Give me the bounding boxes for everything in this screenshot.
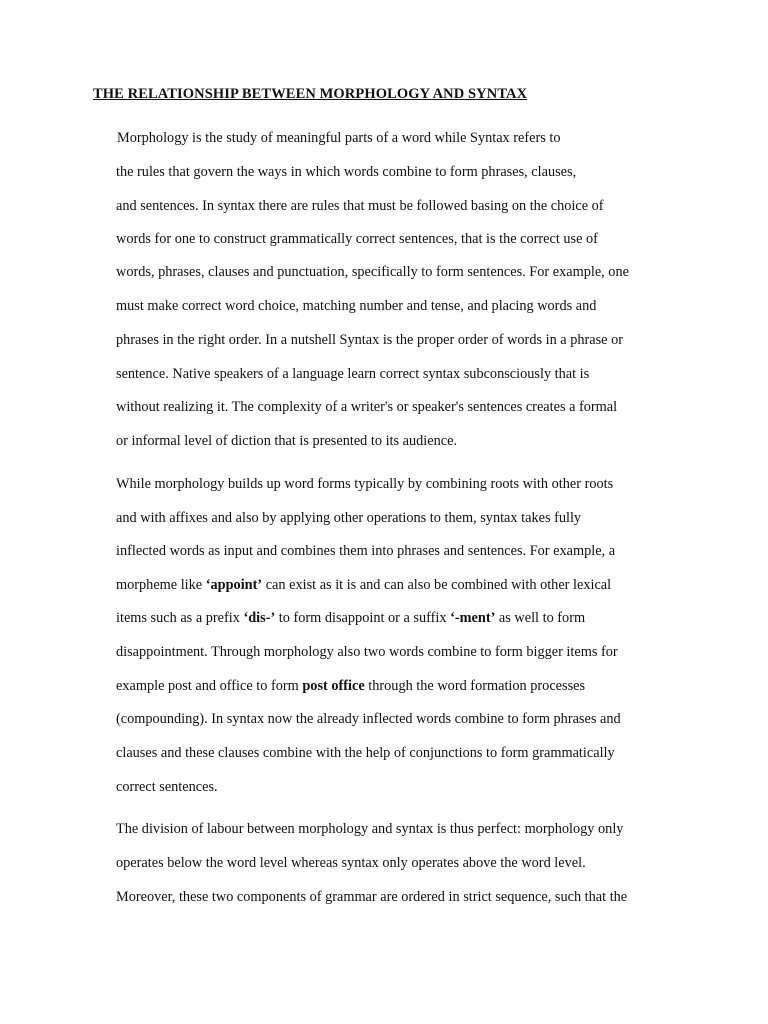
bold-term-appoint: ‘appoint’: [205, 577, 263, 593]
paragraph-1-line-1: Morphology is the study of meaningful parts of a word while Syntax refers to: [117, 130, 561, 146]
paragraph-2-line-1: While morphology builds up word forms typically by combining roots with other roots: [116, 476, 614, 492]
paragraph-2-line-2: and with affixes and also by applying other operations to them, syntax takes fully: [116, 510, 582, 526]
bold-term-dis: ‘dis-’: [243, 610, 276, 626]
paragraph-1-line-2: the rules that govern the ways in which words combine to form phrases, clauses,: [116, 164, 577, 180]
text-run: as well to form: [495, 610, 586, 626]
text-run: can exist as it is and can also be combined with other lexical: [262, 577, 612, 593]
paragraph-1-line-9: without realizing it. The complexity of a writer's or speaker's sentences creates a formal: [116, 399, 618, 415]
bold-term-post-office: post office: [302, 678, 365, 694]
document-title: THE RELATIONSHIP BETWEEN MORPHOLOGY AND SYNTAX: [93, 86, 528, 102]
text-run: items such as a prefix: [116, 610, 244, 626]
text-run: morpheme like: [116, 577, 206, 593]
paragraph-3-line-1: The division of labour between morphology and syntax is thus perfect: morphology only: [116, 821, 624, 837]
paragraph-2-line-5: [116, 610, 585, 627]
paragraph-1-line-5: words, phrases, clauses and punctuation, specifically to form sentences. For example, one: [116, 264, 629, 280]
paragraph-1-line-3: and sentences. In syntax there are rules that must be followed basing on the choice of: [116, 198, 604, 214]
paragraph-1-line-10: or informal level of diction that is presented to its audience.: [116, 433, 458, 449]
paragraph-3-line-2: operates below the word level whereas syntax only operates above the word level.: [116, 855, 586, 871]
paragraph-1-line-4: words for one to construct grammatically correct sentences, that is the correct use of: [116, 231, 598, 247]
paragraph-2-line-6: disappointment. Through morphology also two words combine to form bigger items for: [116, 644, 618, 660]
paragraph-2-line-10: correct sentences.: [116, 779, 218, 795]
paragraph-2-line-3: inflected words as input and combines them into phrases and sentences. For example, a: [116, 543, 616, 559]
paragraph-1-line-6: must make correct word choice, matching number and tense, and placing words and: [116, 298, 597, 314]
text-run: example post and office to form: [116, 678, 303, 694]
text-run: through the word formation processes: [364, 678, 586, 694]
paragraph-1-line-8: sentence. Native speakers of a language learn correct syntax subconsciously that is: [116, 366, 590, 382]
text-run: to form disappoint or a suffix: [275, 610, 451, 626]
paragraph-2-line-4: [116, 577, 611, 594]
paragraph-3-line-3: Moreover, these two components of grammar are ordered in strict sequence, such that the: [116, 889, 628, 905]
paragraph-2-line-8: (compounding). In syntax now the already inflected words combine to form phrases and: [116, 711, 621, 727]
paragraph-2-line-7: [116, 678, 585, 695]
paragraph-2-line-9: clauses and these clauses combine with the help of conjunctions to form grammatically: [116, 745, 615, 761]
bold-term-ment: ‘-ment’: [450, 610, 496, 626]
paragraph-1-line-7: phrases in the right order. In a nutshell Syntax is the proper order of words in a phrase or: [116, 332, 624, 348]
